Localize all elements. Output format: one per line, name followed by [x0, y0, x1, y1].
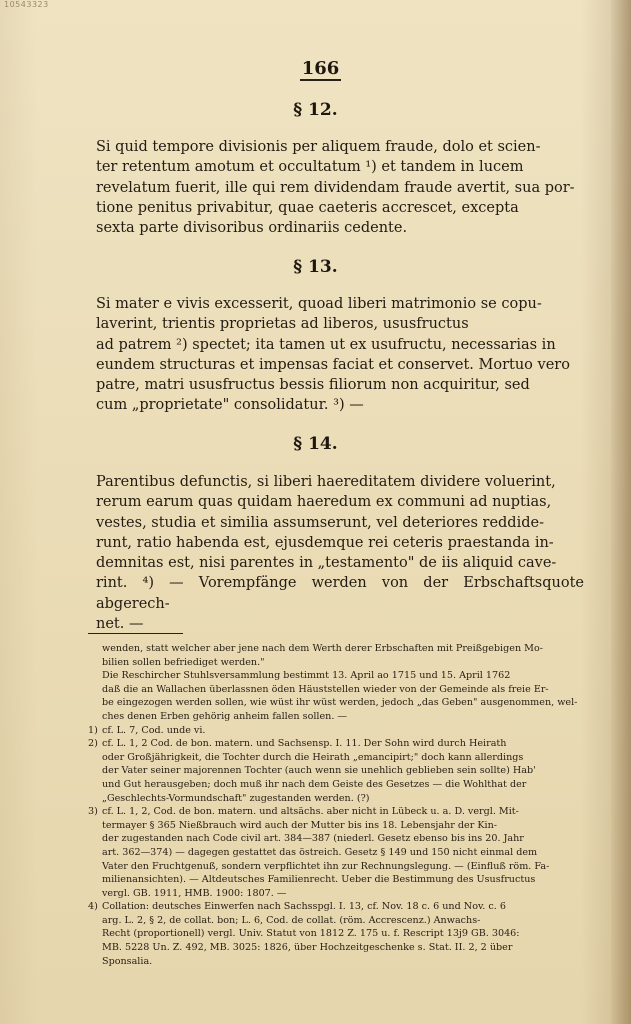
footnote-mark: 1)	[88, 724, 98, 736]
footnote-line: cf. L. 1, 2 Cod. de bon. matern. und Sachsensp. I. 11. Der Sohn wird durch Heirath	[102, 738, 507, 750]
text-line: rint. ⁴) — Vorempfänge werden von der Erbschaftsquote abgerech-	[96, 575, 584, 612]
footnote-line: wenden, statt welcher aber jene nach dem Werth derer Erbschaften mit Preißgebigen Mo-	[102, 643, 544, 654]
footnote-3	[88, 805, 584, 900]
footnote-line: „Geschlechts-Vormundschaft" zugestanden werden. (?)	[102, 792, 370, 804]
footnote-line: vergl. GB. 1911, HMB. 1900: 1807. —	[102, 887, 287, 899]
footnote-line: oder Großjährigkeit, die Tochter durch die Heirath „emancipirt;" doch kann allerdings	[102, 751, 524, 763]
section-13-text	[96, 294, 584, 416]
text-line: demnitas est, nisi parentes in „testamento" de iis aliquid cave-	[96, 555, 557, 572]
section-14-text	[96, 472, 584, 634]
footnote-line: Sponsalia.	[102, 955, 153, 967]
footnote-line: bilien sollen befriediget werden."	[102, 656, 265, 668]
footnote-line: art. 362—374) — dagegen gestattet das östreich. Gesetz § 149 und 150 nicht einmal dem	[102, 846, 538, 858]
footnote-line: cf. L. 7, Cod. unde vi.	[102, 724, 206, 736]
footnote-line: Collation: deutsches Einwerfen nach Sachsspgl. I. 13, cf. Nov. 18 c. 6 und Nov. c. 6	[102, 901, 506, 913]
section-12-text	[96, 137, 584, 238]
text-line: runt, ratio habenda est, ejusdemque rei ceteris praestanda in-	[96, 534, 554, 551]
text-line: revelatum fuerit, ille qui rem dividendam fraude avertit, sua por-	[96, 179, 575, 196]
footnote-line: Recht (proportionell) vergl. Univ. Statut von 1812 Z. 175 u. f. Rescript 13j9 GB. 3046:	[102, 928, 520, 940]
footnote-mark: 4)	[88, 901, 98, 913]
text-line: patre, matri ususfructus bessis filiorum non acquiritur, sed	[96, 377, 530, 394]
footnote-line: daß die an Wallachen überlassnen öden Häuststellen wieder von der Gemeinde als freie Er-	[102, 683, 549, 695]
footnote-line: ches denen Erben gehörig anheim fallen sollen. —	[102, 710, 348, 722]
section-heading-13: § 13.	[293, 257, 338, 277]
footnote-line: Die Reschircher Stuhlsversammlung bestimmt 13. April ao 1715 und 15. April 1762	[102, 670, 511, 682]
text-line: cum „proprietate" consolidatur. ³) —	[96, 397, 364, 414]
page-spine-shadow	[611, 0, 631, 1024]
page-number	[0, 58, 631, 81]
footnote-4	[88, 900, 584, 968]
text-line: tione penitus privabitur, quae caeteris accrescet, excepta	[96, 199, 519, 216]
text-line: net. —	[96, 616, 144, 633]
page-number-text: 166	[301, 58, 340, 79]
section-heading-12: § 12.	[293, 100, 338, 120]
footnote-line: der zugestanden nach Code civil art. 384—387 (niederl. Gesetz ebenso bis ins 20. Jahr	[102, 833, 524, 845]
footnote-note	[88, 669, 584, 723]
text-line: Si mater e vivis excesserit, quoad liberi matrimonio se copu-	[96, 296, 542, 312]
footnote-mark: 2)	[88, 738, 98, 750]
footnote-line: termayer § 365 Nießbrauch wird auch der Mutter bis ins 18. Lebensjahr der Kin-	[102, 819, 497, 831]
text-line: Si quid tempore divisionis per aliquem fraude, dolo et scien-	[96, 139, 541, 155]
footnotes	[88, 642, 584, 968]
text-line: Parentibus defunctis, si liberi haereditatem dividere voluerint,	[96, 474, 556, 490]
footnote-line: arg. L. 2, § 2, de collat. bon; L. 6, Cod. de collat. (röm. Accrescenz.) Anwachs-	[102, 914, 481, 926]
footnote-mark: 3)	[88, 806, 98, 818]
text-line: ad patrem ²) spectet; ita tamen ut ex usufructu, necessarias in	[96, 336, 556, 353]
section-heading-14: § 14.	[293, 434, 338, 454]
footnote-line: und Gut herausgeben; doch muß ihr nach dem Geiste des Gesetzes — die Wohlthat der	[102, 778, 527, 790]
footnote-line: cf. L. 1, 2, Cod. de bon. matern. und altsächs. aber nicht in Lübeck u. a. D. vergl. Mit-	[102, 806, 519, 818]
footnote-line: der Vater seiner majorennen Tochter (auch wenn sie unehlich geblieben sein sollte) Hab'	[102, 765, 536, 777]
footnote-1	[88, 724, 584, 738]
text-line: ter retentum amotum et occultatum ¹) et tandem in lucem	[96, 159, 524, 176]
footnote-divider	[88, 633, 183, 634]
text-line: vestes, studia et similia assumserunt, vel deteriores reddide-	[96, 514, 544, 531]
footnote-line: Vater den Fruchtgenuß, sondern verpflichtet ihn zur Rechnungslegung. — (Einfluß röm. Fa-	[102, 860, 550, 872]
text-line: laverint, trientis proprietas ad liberos, ususfructus	[96, 316, 469, 333]
footnote-line: milienansichten). — Altdeutsches Familienrecht. Ueber die Bestimmung des Ususfructus	[102, 874, 536, 886]
text-line: rerum earum quas quidam haeredum ex communi ad nuptias,	[96, 494, 552, 511]
footnote-line: be eingezogen werden sollen, wie wüst ihr wüst werden, jedoch „das Geben" ausgenommen, wel-	[102, 697, 578, 709]
footnote-continuation	[88, 642, 584, 669]
text-line: eundem structuras et impensas faciat et conservet. Mortuo vero	[96, 356, 570, 373]
footnote-line: MB. 5228 Un. Z. 492, MB. 3025: 1826, über Hochzeitgeschenke s. Stat. II. 2, 2 über	[102, 942, 513, 954]
catalog-id: 10543323	[4, 0, 49, 9]
footnote-2	[88, 737, 584, 805]
text-line: sexta parte divisoribus ordinariis cedente.	[96, 220, 408, 237]
